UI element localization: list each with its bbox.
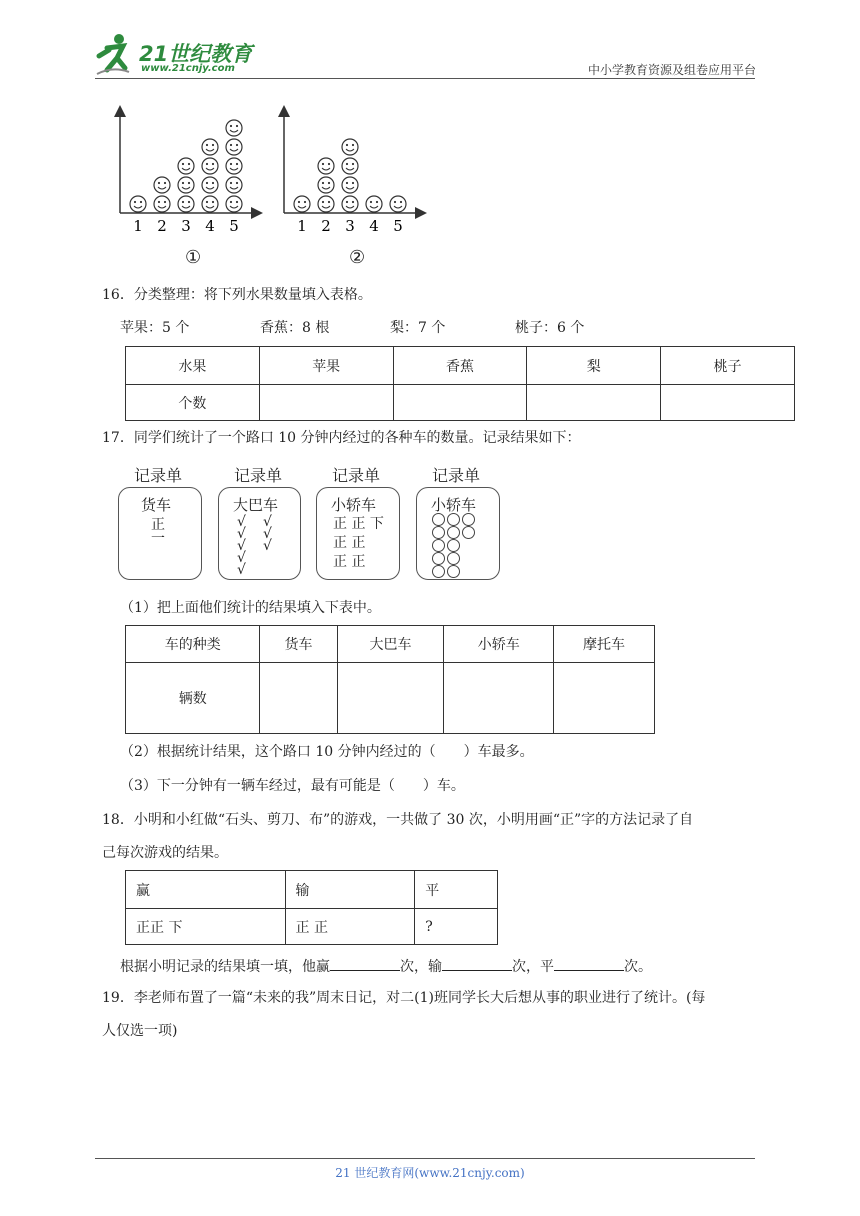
pictograph-chart-1 [120,108,260,235]
q18-fill-line [120,954,652,977]
tally-circle [447,552,460,565]
q17-sub2: （2）根据统计结果，这个路口 10 分钟内经过的（ ）车最多。 [120,744,534,760]
smiley-face-icon [178,196,194,212]
q17-header-bus: 大巴车 [337,626,444,663]
smiley-face-icon [226,139,242,155]
smiley-face-icon [318,158,334,174]
check-mark: √ [263,526,272,542]
smiley-face-icon [202,196,218,212]
q17-header-car: 小轿车 [444,626,554,663]
q18-lose-blank[interactable] [442,954,512,971]
smiley-face-icon [226,177,242,193]
q16-header-apple: 苹果 [259,347,393,385]
q18-header-lose: 输 [285,871,415,909]
tally-marks: 正 正 [333,535,366,551]
q17-vehicle-table [125,625,655,734]
q16-answer-cell[interactable] [393,385,527,421]
q17-header-truck: 货车 [260,626,337,663]
q18-fill-prefix: 根据小明记录的结果填一填，他赢 [120,959,330,975]
q18-stem-line1: 18．小明和小红做“石头、剪刀、布”的游戏，一共做了 30 次，小明用画“正”字的方法记录了自 [102,812,694,828]
tally-circle [432,526,445,539]
q16-header-pear: 梨 [527,347,661,385]
pictograph-chart-2 [284,108,424,235]
q17-stem: 17．同学们统计了一个路口 10 分钟内经过的各种车的数量。记录结果如下： [102,430,581,446]
q16-fruit-table [125,346,795,421]
chart-1-label: ① [185,247,202,268]
check-mark: √ [237,550,246,566]
pictograph-pair [110,100,450,275]
smiley-face-icon [342,139,358,155]
q16-row-label: 个数 [126,385,260,421]
smiley-face-icon [178,158,194,174]
q17-answer-cell[interactable] [554,663,655,734]
runner-logo-icon [95,32,131,76]
tally-circle [447,526,460,539]
q18-draw-unknown: ? [415,909,498,945]
tally-circle [462,513,475,526]
check-mark: √ [263,538,272,554]
tally-marks: 正 正 [333,554,366,570]
q17-sub3: （3）下一分钟有一辆车经过，最有可能是（ ）车。 [120,778,465,794]
x-tick-label: 5 [393,217,403,235]
smiley-face-icon [390,196,406,212]
footer-divider [95,1158,755,1159]
q17-row-label: 辆数 [126,663,260,734]
check-mark: √ [237,526,246,542]
q18-draw-blank[interactable] [554,954,624,971]
x-tick-label: 4 [205,217,215,235]
tally-circle [432,565,445,578]
x-tick-label: 3 [181,217,191,235]
check-mark: √ [237,514,246,530]
record-card-car-circles [416,487,500,580]
x-tick-label: 4 [369,217,379,235]
smiley-face-icon [202,177,218,193]
smiley-face-icon [342,158,358,174]
q18-result-table [125,870,498,945]
q17-answer-cell[interactable] [260,663,337,734]
q18-header-win: 赢 [126,871,286,909]
tally-circle [432,552,445,565]
record-card-label: 记录单 [234,466,283,485]
q16-given-banana: 香蕉：8 根 [260,320,330,336]
smiley-face-icon [318,196,334,212]
q16-given-peach: 桃子：6 个 [515,320,585,336]
smiley-face-icon [154,196,170,212]
q19-stem-line1: 19．李老师布置了一篇“未来的我”周末日记，对二(1)班同学长大后想从事的职业进行了统计。(每 [102,990,706,1006]
q16-header-peach: 桃子 [661,347,795,385]
record-card-title: 小轿车 [431,496,477,514]
smiley-face-icon [366,196,382,212]
smiley-face-icon [342,177,358,193]
record-card-car [316,487,400,580]
tally-circle [462,526,475,539]
smiley-face-icon [226,196,242,212]
q16-answer-cell[interactable] [661,385,795,421]
record-card-title: 大巴车 [233,496,279,514]
record-card-title: 小轿车 [331,496,377,514]
footer-text: 21 世纪教育网(www.21cnjy.com) [335,1166,525,1180]
q17-header-type: 车的种类 [126,626,260,663]
smiley-face-icon [342,196,358,212]
smiley-face-icon [318,177,334,193]
logo-url-text: www.21cnjy.com [141,63,235,74]
check-mark: √ [237,562,246,578]
tally-circle [432,513,445,526]
tally-marks: 正 [151,517,165,533]
q18-win-blank[interactable] [330,954,400,971]
smiley-face-icon [226,158,242,174]
tally-marks: 一 [151,531,165,547]
record-card-truck [118,487,202,580]
q16-header-fruit: 水果 [126,347,260,385]
header-platform-text: 中小学教育资源及组卷应用平台 [587,63,756,77]
record-card-label: 记录单 [432,466,481,485]
q16-answer-cell[interactable] [259,385,393,421]
x-tick-label: 2 [157,217,167,235]
q18-fill-mid1: 次，输 [400,959,442,975]
chart-2-label: ② [349,247,366,268]
q17-sub1: （1）把上面他们统计的结果填入下表中。 [120,600,381,616]
q17-header-motorcycle: 摩托车 [554,626,655,663]
tally-marks: 正 正 下 [333,516,384,532]
x-tick-label: 1 [133,217,143,235]
q18-fill-mid2: 次，平 [512,959,554,975]
q16-answer-cell[interactable] [527,385,661,421]
x-tick-label: 1 [297,217,307,235]
record-card-title: 货车 [141,496,172,514]
q18-stem-line2: 己每次游戏的结果。 [102,845,228,861]
x-tick-label: 5 [229,217,239,235]
checkmark-tally [237,514,287,578]
smiley-face-icon [154,177,170,193]
record-card-label: 记录单 [134,466,183,485]
record-card-bus [218,487,301,580]
q16-given-pear: 梨：7 个 [390,320,446,336]
smiley-face-icon [178,177,194,193]
q16-given-apple: 苹果：5 个 [120,320,190,336]
check-mark: √ [237,538,246,554]
q18-lose-tally: 正 正 [285,909,415,945]
smiley-face-icon [202,139,218,155]
site-logo [95,32,265,78]
circle-tally [432,513,488,577]
q17-answer-cell[interactable] [337,663,444,734]
x-tick-label: 2 [321,217,331,235]
q18-win-tally: 正正 下 [126,909,286,945]
x-tick-label: 3 [345,217,355,235]
record-card-label: 记录单 [332,466,381,485]
header-divider [95,78,755,79]
q16-header-banana: 香蕉 [393,347,527,385]
smiley-face-icon [226,120,242,136]
tally-circle [447,513,460,526]
q18-fill-suffix: 次。 [624,959,652,975]
q18-header-draw: 平 [415,871,498,909]
logo-main-text: 21世纪教育 [139,42,253,66]
smiley-face-icon [130,196,146,212]
tally-circle [447,539,460,552]
q17-answer-cell[interactable] [444,663,554,734]
tally-circle [432,539,445,552]
check-mark: √ [263,514,272,530]
smiley-face-icon [202,158,218,174]
q19-stem-line2: 人仅选一项) [102,1023,178,1039]
q16-stem: 16．分类整理：将下列水果数量填入表格。 [102,287,372,303]
smiley-face-icon [294,196,310,212]
tally-circle [447,565,460,578]
